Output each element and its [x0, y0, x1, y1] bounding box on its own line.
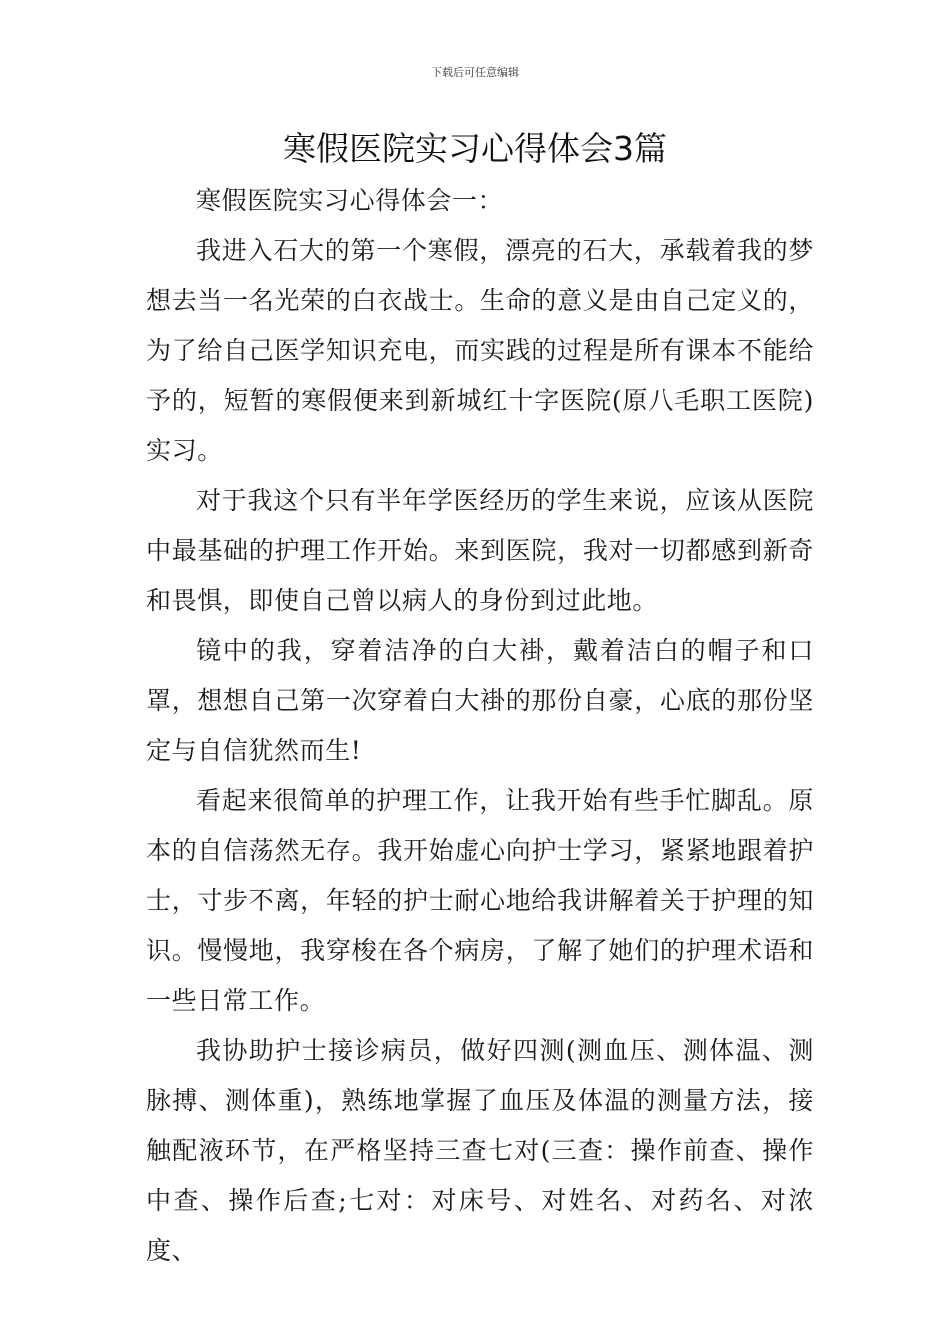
paragraph: 看起来很简单的护理工作，让我开始有些手忙脚乱。原本的自信荡然无存。我开始虚心向护士学习，紧紧地跟着护士，寸步不离，年轻的护士耐心地给我讲解着关于护理的知识。慢慢地，我穿梭在各个病房，了解了她们的护理术语和一些日常工作。: [146, 786, 814, 1015]
header-note: 下载后可任意编辑: [431, 66, 519, 79]
paragraph: 我协助护士接诊病员，做好四测(测血压、测体温、测脉搏、测体重)，熟练地掌握了血压及体温的测量方法，接触配液环节，在严格坚持三查七对(三查：操作前查、操作中查、操作后查;七对：对床号、对姓名、对药名、对浓度、: [146, 1036, 814, 1265]
document-title: 寒假医院实习心得体会3篇: [283, 129, 667, 168]
document-body: [146, 176, 814, 1276]
paragraph-section-heading: 寒假医院实习心得体会一：: [196, 186, 504, 215]
paragraph: 我进入石大的第一个寒假，漂亮的石大，承载着我的梦想去当一名光荣的白衣战士。生命的意义是由自己定义的，为了给自己医学知识充电，而实践的过程是所有课本不能给予的，短暂的寒假便来到新城红十字医院(原八毛职工医院)实习。: [146, 236, 814, 465]
paragraph: 镜中的我，穿着洁净的白大褂，戴着洁白的帽子和口罩，想想自己第一次穿着白大褂的那份自豪，心底的那份坚定与自信犹然而生!: [146, 636, 814, 765]
paragraph: 对于我这个只有半年学医经历的学生来说，应该从医院中最基础的护理工作开始。来到医院，我对一切都感到新奇和畏惧，即使自己曾以病人的身份到过此地。: [146, 486, 814, 615]
